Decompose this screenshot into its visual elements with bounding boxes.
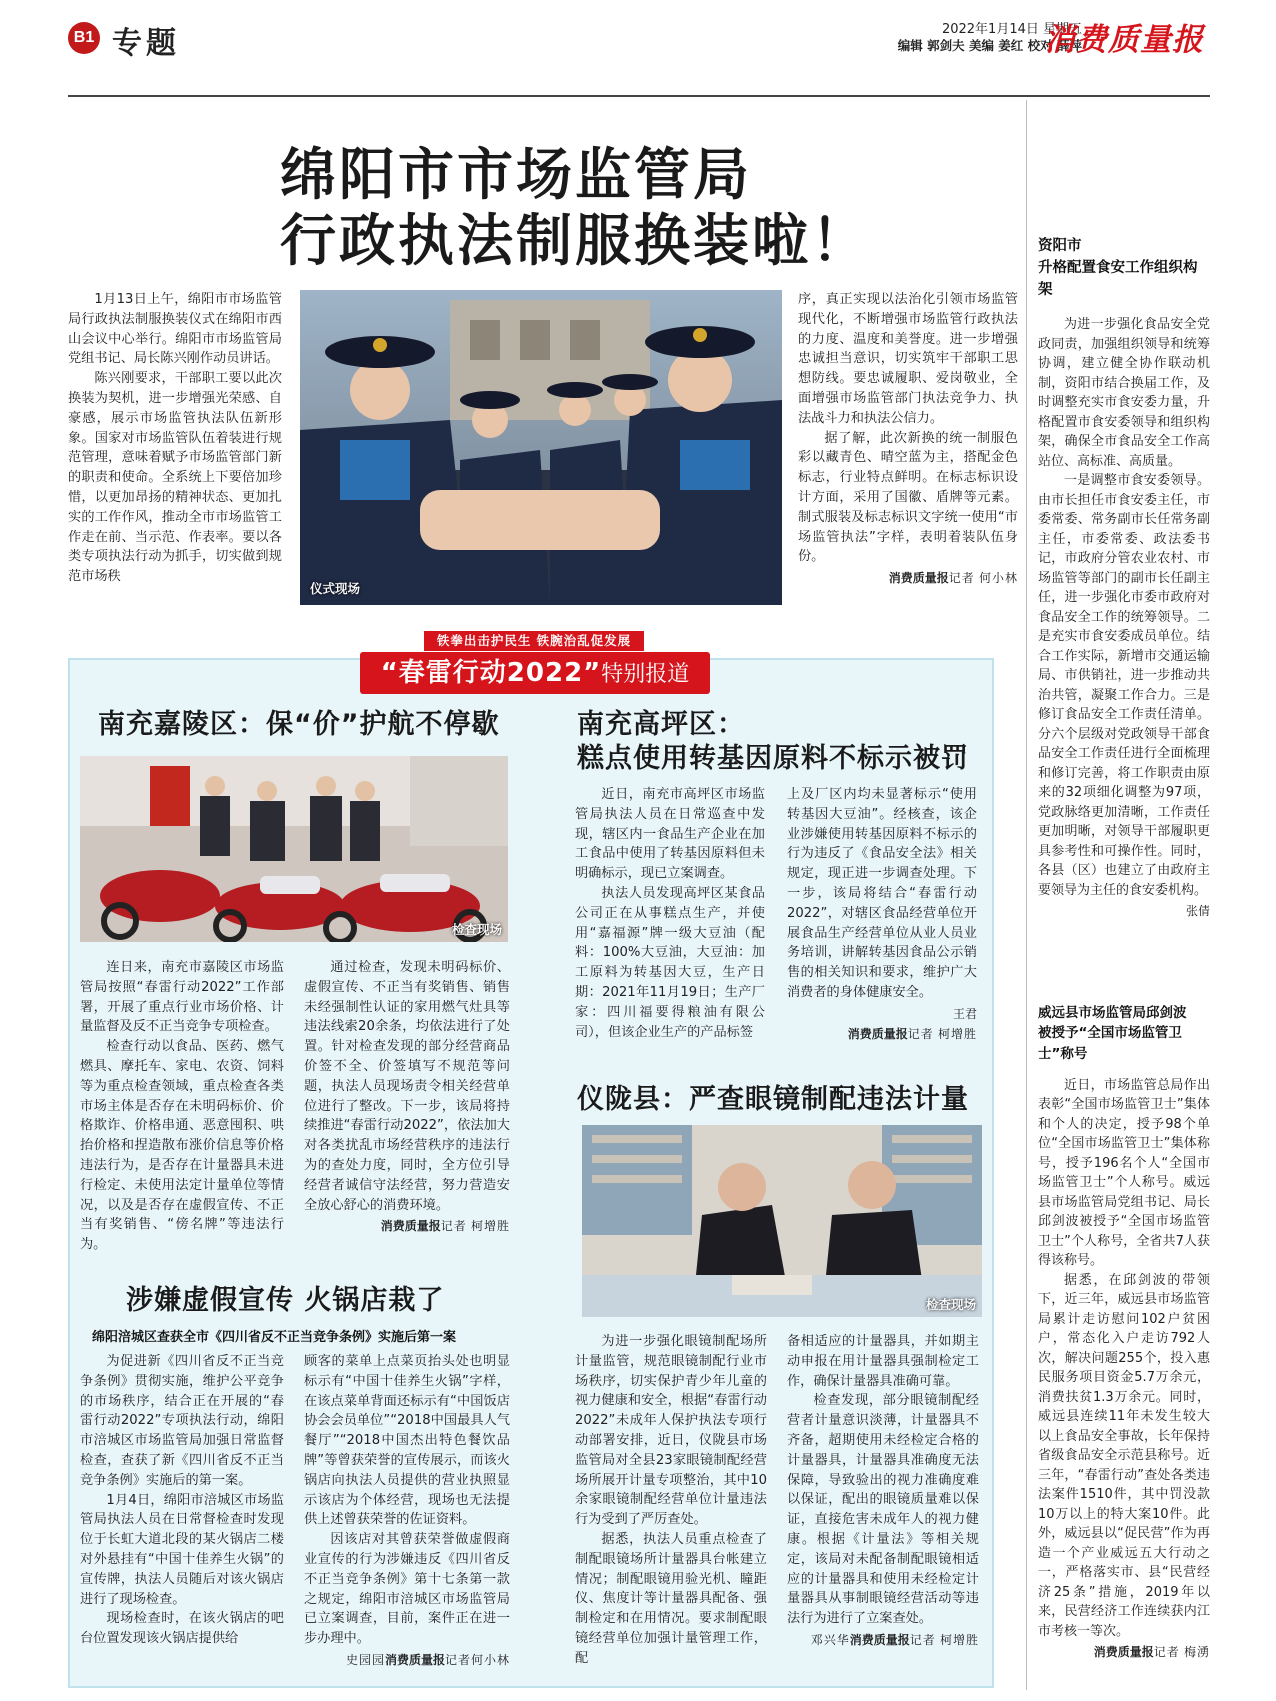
special-report-banner: “春雷行动2022”特别报道 (360, 652, 710, 694)
story-title-hotpot: 涉嫌虚假宣传 火锅店栽了 (126, 1285, 445, 1316)
byline: 史园园消费质量报记者何小林 (345, 1652, 510, 1667)
headline-line-2: 行政执法制服换装啦！ (280, 208, 870, 274)
paragraph: 据了解，此次新换的统一制服色彩以藏青色、晴空蓝为主，搭配金色标志，行业特点鲜明。在标志标识设计方面，采用了国徽、盾牌等元素。制式服装及标志标识文字统一使用“市场监管执法”字样，表明着装队伍身份。 (798, 430, 1018, 565)
byline: 张倩 (1185, 904, 1210, 919)
ceremony-photo-image (300, 290, 782, 605)
newspaper-brand: 消费质量报 (1044, 22, 1204, 58)
yilong-photo (582, 1125, 982, 1317)
ceremony-photo (300, 290, 782, 605)
paragraph: 1月13日上午，绵阳市市场监管局行政执法制服换装仪式在绵阳市西山会议中心举行。绵阳市市场监管局党组书记、局长陈兴刚作动员讲话。 (68, 292, 282, 367)
special-report-slogan: 铁拳出击护民生 铁腕治乱促发展 (424, 631, 644, 651)
jialing-col-2: 通过检查，发现未明码标价、虚假宣传、不正当有奖销售、销售未经强制性认证的家用燃气灶具等违法线索20余条，均依法进行了处置。针对检查发现的部分经营商品价签不全、价签填写不规范等问题，执法人员现场责令相关经营单位进行了整改。下一步，该局将持续推进“春雷行动2022”，依法加大对各类扰乱市场经营秩序的违法行为的查处力度，同时，全方位引导经营者诚信守法经营，努力营造安全放心舒心的消费环境。 消费质量报记者 柯增胜 (304, 960, 510, 1234)
headline-line-1: 绵阳市市场监管局 (280, 142, 752, 208)
jialing-col-1: 连日来，南充市嘉陵区市场监管局按照“春雷行动2022”工作部署，开展了重点行业市场价格、计量监督及反不正当竞争专项检查。 检查行动以食品、医药、燃气燃具、摩托车、家电、农资、饲料等为重点检查领域，重点检查各类市场主体是否存在未明码标价、价格欺诈、价格串通、恶意囤积、哄抬价格和捏造散布涨价信息等价格违法行为，是否存在计量器具未进行检定、未使用法定计量单位等情况，以及是否存在虚假宣传、不正当有奖销售、“傍名牌”等违法行为。 (80, 960, 284, 1253)
story-subtitle-hotpot: 绵阳涪城区查获全市《四川省反不正当竞争条例》实施后第一案 (92, 1330, 457, 1345)
section-title: 专题 (112, 26, 180, 61)
photo-caption: 检查现场 (451, 922, 502, 937)
sidebar-body: 为进一步强化食品安全党政同责，加强组织领导和统筹协调，建立健全协作联动机制，资阳市结合换届工作，及时调整充实市食安委力量，升格配置市食安委领导和组织构架，确保全市食品安全工作高站位、高标准、高质量。 一是调整市食安委领导。由市长担任市食安委主任，市委常委、常务副市长任常务副主任，市委常委、政法委书记，市政府分管农业农村、市场监管等部门的副市长任副主任，进一步强化市委市政府对食品安全工作的统筹领导。二是充实市食安委成员单位。结合工作实际，新增市交通运输局、市供销社，进一步推动共治共管，凝聚工作合力。三是修订食品安全工作责任清单。分六个层级对党政领导干部食品安全工作责任进行全面梳理和修订完善，将工作职责由原来的32项细化调整为97项，党政脉络更加清晰，工作责任更加明晰，对领导干部履职更具参考性和可操作性。同时，各县（区）也建立了由政府主要领导为主任的食安委机构。 (1038, 317, 1210, 898)
yilong-photo-image (582, 1125, 982, 1317)
byline: 消费质量报记者 何小林 (888, 571, 1018, 586)
story-title-jialing: 南充嘉陵区：保“价”护航不停歇 (98, 709, 500, 740)
byline: 消费质量报记者 柯增胜 (380, 1219, 510, 1234)
jialing-photo-image (80, 756, 508, 942)
author: 王君 (952, 1006, 977, 1021)
header-rule (68, 95, 1210, 97)
photo-caption: 仪式现场 (310, 581, 361, 596)
main-story-col-1 (68, 290, 282, 587)
byline: 消费质量报记者 梅湧 (1093, 1645, 1210, 1660)
yilong-col-2: 备相适应的计量器具，并如期主动申报在用计量器具强制检定工作，确保计量器具准确可靠。 检查发现，部分眼镜制配经营者计量意识淡薄，计量器具不齐备，超期使用未经检定合格的计量器具，计量器具准确度无法保障，导致验出的视力准确度难以保证，配出的眼镜质量难以保证，直接危害未成年人的视力健康。根据《计量法》等相关规定，该局对未配备制配眼镜相适应的计量器具和使用未经检定计量器具从事制眼镜经营活动等违法行为进行了立案查处。 邓兴华消费质量报记者 柯增胜 (787, 1334, 979, 1647)
story-title-yilong: 仪陇县：严查眼镜制配违法计量 (577, 1084, 969, 1115)
main-headline (280, 142, 870, 274)
byline: 消费质量报记者 柯增胜 (847, 1026, 977, 1041)
hotpot-col-2: 顾客的菜单上点菜页抬头处也明显标示有“中国十佳养生火锅”字样，在该点菜单背面还标示有“中国饭店协会会员单位”“2018中国最具人气餐厅”“2018中国杰出特色餐饮品牌”等曾获荣誉的宣传展示，而该火锅店向执法人员提供的营业执照显示该店为个体经营，现场也无法提供上述曾获荣誉的佐证资料。 因该店对其曾获荣誉做虚假商业宣传的行为涉嫌违反《四川省反不正当竞争条例》第十七条第一款之规定，绵阳市涪城区市场监管局已立案调查，目前，案件正在进一步办理中。 史园园消费质量报记者何小林 (304, 1354, 510, 1667)
paragraph: 序，真正实现以法治化引领市场监管现代化，不断增强市场监管行政执法的力度、温度和美誉度。进一步增强忠诚担当意识，切实筑牢干部职工思想防线。要忠诚履职、爱岗敬业，全面增强市场监管部门执法竞争力、执法战斗力和执法公信力。 (798, 292, 1018, 426)
byline: 邓兴华消费质量报记者 柯增胜 (810, 1632, 979, 1647)
gaoping-col-1: 近日，南充市高坪区市场监管局执法人员在日常巡查中发现，辖区内一食品生产企业在加工食品中使用了转基因原料但未明确标示，现已立案调查。 执法人员发现高坪区某食品公司正在从事糕点生产，并使用“嘉福源”牌一级大豆油（配料：100%大豆油，大豆油：加工原料为转基因大豆，生产日期：2021年11月19日；生产厂家：四川福要得粮油有限公司），但该企业生产的产品标签 (575, 787, 765, 1040)
story-title-gaoping: 南充高坪区： 糕点使用转基因原料不标示被罚 (577, 709, 969, 774)
sidebar-divider (1026, 100, 1027, 1690)
hotpot-col-1: 为促进新《四川省反不正当竞争条例》贯彻实施，维护公平竞争的市场秩序，结合正在开展的“春雷行动2022”专项执法行动，绵阳市涪城区市场监管局加强日常监督检查，查获了新《四川省反不正当竞争条例》实施后的第一案。 1月4日，绵阳市涪城区市场监管局执法人员在日常督检查时发现位于长虹大道北段的某火锅店二楼对外悬挂有“中国十佳养生火锅”的宣传牌，执法人员随后对该火锅店进行了现场检查。 现场检查时，在该火锅店的吧台位置发现该火锅店提供给 (80, 1354, 284, 1647)
sidebar-body: 近日，市场监管总局作出表彰“全国市场监管卫士”集体和个人的决定，授予98个单位“全国市场监管卫士”集体称号，授予196名个人“全国市场监管卫士”个人称号。威远县市场监管局党组书记、局长邱剑波被授予“全国市场监管卫士”个人称号，全省共7人获得该称号。 据悉，在邱剑波的带领下，近三年，威远县市场监管局累计走访慰问102户贫困户，常态化入户走访792人次，解决问题255个，投入惠民服务项目资金5.7万余元，消费扶贫1.3万余元。同时，威远县连续11年未发生较大以上食品安全事故，长年保持省级食品安全示范县称号。近三年，“春雷行动”查处各类违法案件1510件，其中罚没款10万以上的特大案10件。此外，威远县以“促民营”作为再造一个产业威远五大行动之一，严格落实市、县“民营经济25条”措施，2019年以来，民营经济工作连续获内江市考核一等次。 (1038, 1077, 1210, 1639)
issue-date: 2022年1月14日 星期五 (941, 22, 1082, 37)
main-story-col-3 (798, 290, 1018, 587)
yilong-col-1: 为进一步强化眼镜制配场所计量监管，规范眼镜制配行业市场秩序，切实保护青少年儿童的视力健康和安全，根据“春雷行动2022”未成年人保护执法专项行动部署安排，近日，仪陇县市场监管局对全县23家眼镜制配经营场所展开计量专项整治，其中10余家眼镜制配经营单位计量违法行为受到了严厉查处。 据悉，执法人员重点检查了制配眼镜场所计量器具台帐建立情况；制配眼镜用验光机、瞳距仪、焦度计等计量器具配备、强制检定和在用情况。要求制配眼镜经营单位加强计量管理工作，配 (575, 1334, 767, 1666)
jialing-photo (80, 756, 508, 942)
sidebar-article-weiyuan (1038, 1003, 1210, 1660)
gaoping-col-2: 上及厂区内均未显著标示“使用转基因大豆油”。经核查，该企业涉嫌使用转基因原料不标示的行为违反了《食品安全法》相关规定，现正进一步调查处理。下一步，该局将结合“春雷行动2022”，对辖区食品经营单位开展食品生产经营单位从业人员业务培训，讲解转基因食品公示销售的相关知识和要求，维护广大消费者的身体健康安全。 王君 消费质量报记者 柯增胜 (787, 787, 977, 1041)
paragraph: 陈兴刚要求，干部职工要以此次换装为契机，进一步增强光荣感、自豪感，展示市场监管执法队伍新形象。国家对市场监管队伍着装进行规范管理，意味着赋予市场监管部门新的职责和使命。全系统上下要倍加珍惜，以更加昂扬的精神状态、更加扎实的工作作风，推动全市市场监管工作走在前、当示范、作表率。要以各类专项执法行动为抓手，切实做到规范市场秩 (68, 371, 282, 585)
editorial-staff: 编辑 郭剑夫 美编 姜红 校对 薛萍 (897, 38, 1082, 53)
sidebar-article-ziyang (1038, 236, 1210, 919)
sidebar-title: 资阳市 升格配置食安工作组织构架 (1038, 238, 1198, 298)
page-number-badge: B1 (68, 22, 100, 54)
sidebar-title: 威远县市场监管局邱剑波 被授予“全国市场监管卫士”称号 (1038, 1005, 1187, 1062)
photo-caption: 检查现场 (925, 1297, 976, 1312)
